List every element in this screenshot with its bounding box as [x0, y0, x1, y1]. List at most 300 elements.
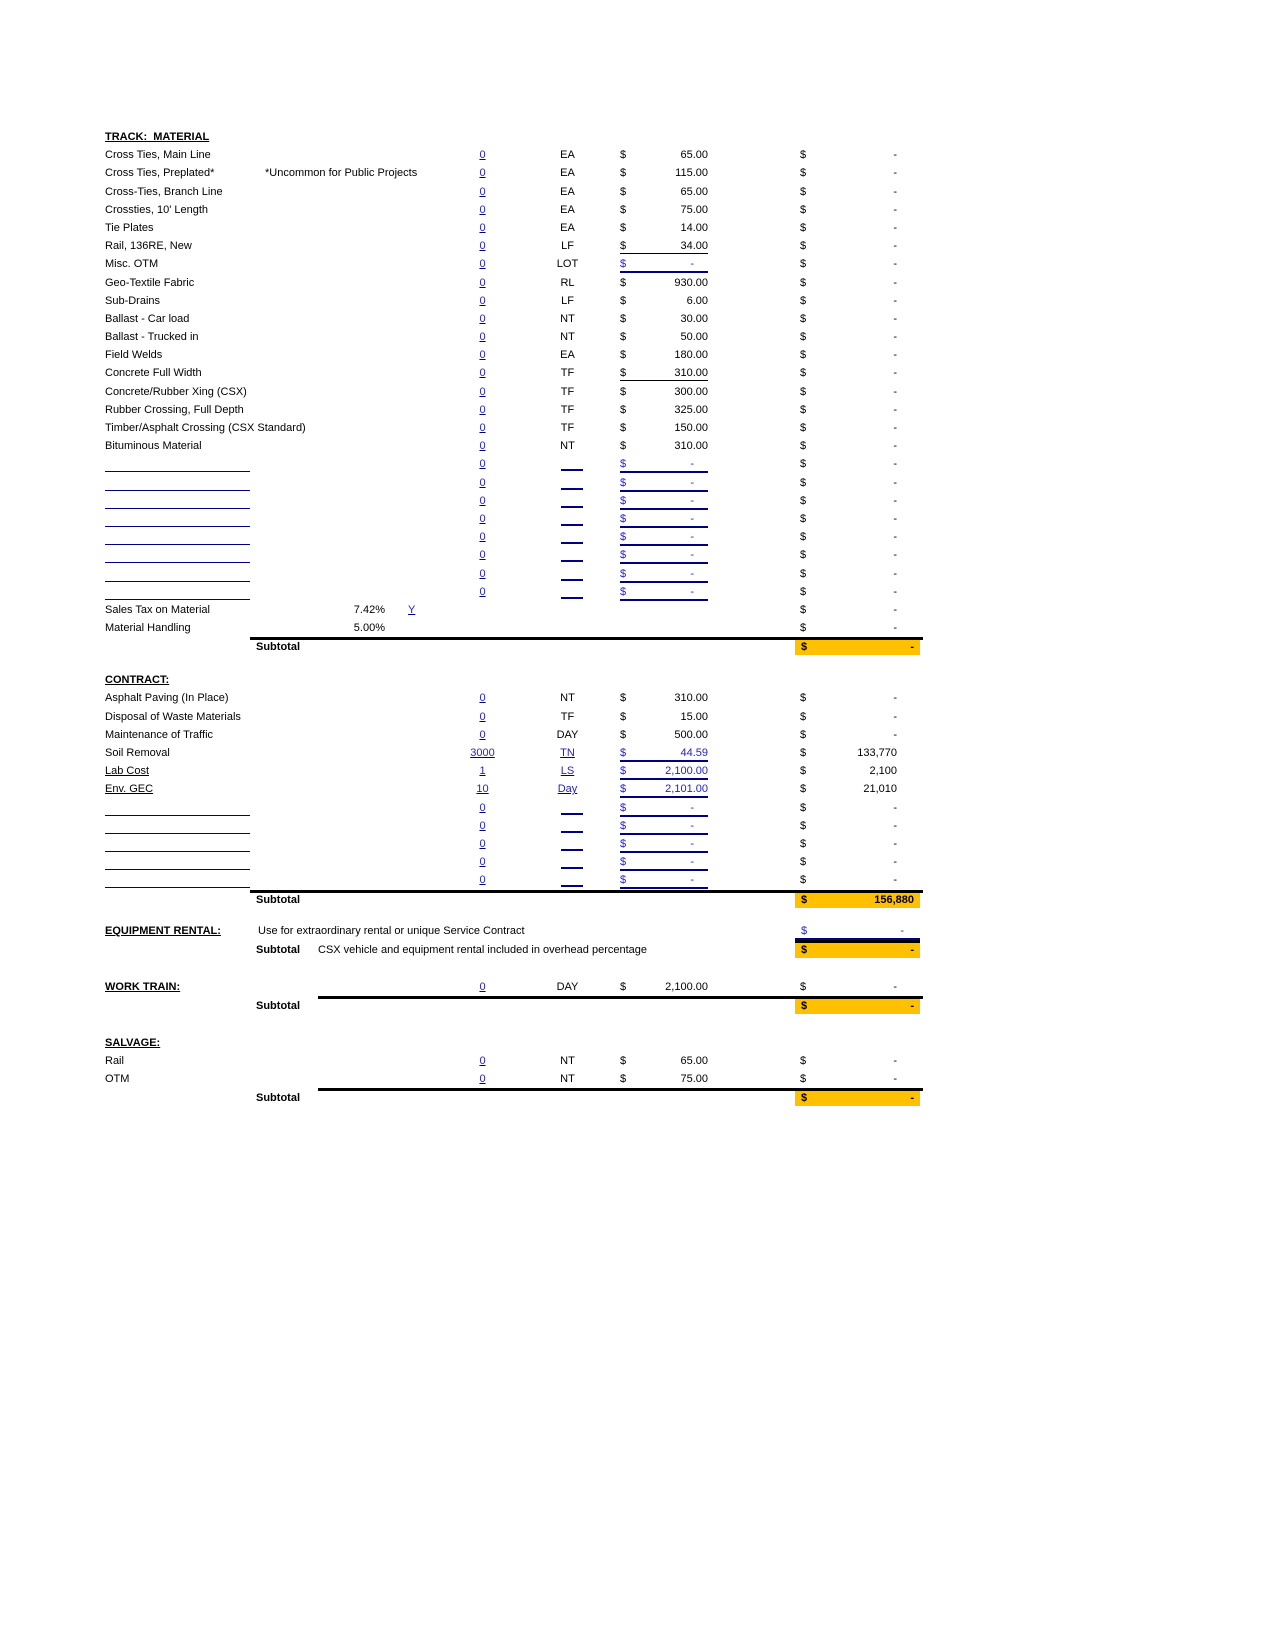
quantity-cell[interactable] — [445, 708, 520, 726]
estimate-content — [105, 128, 930, 1123]
total-value: - — [893, 385, 897, 398]
dollar-sign-icon: $ — [800, 567, 807, 580]
quantity-value[interactable]: 0 — [479, 819, 486, 832]
dollar-sign-icon: $ — [620, 765, 627, 778]
unit-price-value: 75.00 — [680, 1073, 708, 1086]
unit-cell: TF — [560, 710, 575, 723]
dollar-sign-icon: $ — [801, 943, 808, 956]
unit-price-cell[interactable] — [620, 255, 708, 273]
unit-price-value: 115.00 — [675, 167, 708, 180]
quantity-value[interactable]: 0 — [479, 221, 486, 234]
unit-cell: LOT — [556, 258, 579, 271]
total-cell — [800, 546, 897, 562]
quantity-value[interactable]: 0 — [479, 185, 486, 198]
dollar-sign-icon: $ — [620, 1073, 627, 1086]
total-value: - — [893, 837, 897, 850]
quantity-cell[interactable] — [445, 474, 520, 492]
quantity-value[interactable]: 0 — [479, 385, 486, 398]
blank-unit-cell[interactable] — [561, 565, 583, 581]
quantity-value[interactable]: 0 — [479, 203, 486, 216]
total-cell — [800, 744, 897, 760]
subtotal-label: Subtotal — [256, 641, 300, 654]
quantity-cell[interactable] — [445, 364, 520, 382]
total-cell — [800, 1070, 897, 1086]
item-label: Rubber Crossing, Full Depth — [105, 403, 244, 416]
dollar-sign-icon: $ — [800, 294, 807, 307]
quantity-cell[interactable] — [445, 689, 520, 707]
unit-price-cell — [620, 708, 708, 724]
item-label: Cross Ties, Preplated* — [105, 167, 215, 180]
item-row — [105, 762, 930, 780]
dollar-sign-icon: $ — [800, 1073, 807, 1086]
quantity-value[interactable]: 0 — [479, 1055, 486, 1068]
total-cell — [800, 310, 897, 326]
dollar-sign-icon: $ — [800, 221, 807, 234]
quantity-value[interactable]: 0 — [479, 367, 486, 380]
section-spacer — [105, 1014, 930, 1034]
quantity-value[interactable]: 0 — [479, 331, 486, 344]
blank-description-cell[interactable] — [105, 817, 250, 834]
dollar-sign-icon: $ — [800, 494, 807, 507]
item-label: Env. GEC — [105, 783, 154, 796]
dollar-sign-icon: $ — [620, 167, 627, 180]
subtotal-note: CSX vehicle and equipment rental included in overhead percentage — [318, 943, 647, 956]
dollar-sign-icon: $ — [620, 149, 627, 162]
item-row — [105, 364, 930, 382]
quantity-cell[interactable] — [445, 274, 520, 292]
blank-unit-cell[interactable] — [561, 528, 583, 544]
dollar-sign-icon: $ — [800, 1055, 807, 1068]
blank-unit-cell[interactable] — [561, 853, 583, 869]
dollar-sign-icon: $ — [800, 549, 807, 562]
total-cell — [800, 780, 897, 796]
quantity-value[interactable]: 0 — [479, 549, 486, 562]
unit-cell[interactable]: LS — [560, 765, 575, 778]
quantity-cell[interactable] — [445, 437, 520, 455]
quantity-value[interactable]: 0 — [479, 294, 486, 307]
total-cell — [800, 799, 897, 815]
item-label: Asphalt Paving (In Place) — [105, 692, 229, 705]
blank-unit-cell[interactable] — [561, 455, 583, 471]
quantity-value[interactable]: 0 — [479, 276, 486, 289]
unit-price-value: - — [690, 801, 694, 814]
blank-unit-cell[interactable] — [561, 871, 583, 887]
unit-price-value: - — [690, 458, 694, 471]
dollar-sign-icon: $ — [620, 747, 627, 759]
quantity-cell[interactable] — [445, 383, 520, 401]
quantity-value[interactable]: 0 — [479, 258, 486, 271]
quantity-value[interactable]: 0 — [479, 801, 486, 814]
item-label: Maintenance of Traffic — [105, 728, 214, 741]
dollar-sign-icon: $ — [620, 549, 627, 562]
quantity-cell[interactable] — [445, 978, 520, 996]
quantity-value[interactable]: 0 — [479, 980, 486, 993]
total-value: - — [893, 185, 897, 198]
quantity-value[interactable]: 0 — [479, 710, 486, 723]
item-row — [105, 1052, 930, 1070]
unit-price-value: 65.00 — [680, 1055, 708, 1068]
quantity-cell[interactable] — [445, 201, 520, 219]
quantity-cell[interactable] — [445, 455, 520, 473]
unit-price-cell[interactable] — [620, 817, 708, 835]
blank-description-cell[interactable] — [105, 565, 250, 582]
unit-cell: TF — [560, 403, 575, 416]
total-cell — [800, 565, 897, 581]
item-row — [105, 565, 930, 583]
quantity-value[interactable]: 0 — [479, 476, 486, 489]
total-value: - — [893, 874, 897, 887]
quantity-cell[interactable] — [445, 146, 520, 164]
dollar-sign-icon: $ — [800, 765, 807, 778]
item-row — [105, 183, 930, 201]
unit-price-cell[interactable] — [620, 474, 708, 492]
blank-unit-cell[interactable] — [561, 799, 583, 815]
quantity-cell[interactable] — [445, 292, 520, 310]
quantity-cell[interactable] — [445, 510, 520, 528]
unit-price-cell[interactable] — [620, 565, 708, 583]
quantity-cell[interactable] — [445, 780, 520, 798]
dollar-sign-icon: $ — [800, 512, 807, 525]
quantity-value[interactable]: 0 — [479, 856, 486, 869]
quantity-cell[interactable] — [445, 492, 520, 510]
quantity-value[interactable]: 0 — [479, 874, 486, 887]
unit-price-value: - — [690, 567, 694, 580]
dollar-sign-icon: $ — [620, 440, 627, 453]
unit-price-cell[interactable] — [620, 762, 708, 780]
total-value: - — [893, 728, 897, 741]
total-value: - — [893, 258, 897, 271]
unit-price-value: 325.00 — [674, 403, 708, 416]
item-label: Rail, 136RE, New — [105, 240, 192, 253]
unit-price-value: - — [690, 512, 694, 525]
dollar-sign-icon: $ — [620, 476, 627, 489]
unit-price-value: 310.00 — [674, 367, 708, 380]
quantity-cell[interactable] — [445, 799, 520, 817]
quantity-cell[interactable] — [445, 546, 520, 564]
subtotal-label: Subtotal — [256, 893, 300, 906]
unit-price-value: - — [690, 856, 694, 869]
dollar-sign-icon: $ — [800, 622, 807, 635]
dollar-sign-icon: $ — [620, 349, 627, 362]
item-row — [105, 492, 930, 510]
equipment-rental-total-value: - — [900, 924, 904, 937]
quantity-cell[interactable] — [445, 835, 520, 853]
item-label: Rail — [105, 1055, 124, 1068]
dollar-sign-icon: $ — [800, 367, 807, 380]
total-value: - — [893, 585, 897, 598]
unit-cell: RL — [560, 276, 575, 289]
quantity-cell[interactable] — [445, 762, 520, 780]
total-value: - — [893, 549, 897, 562]
quantity-value[interactable]: 0 — [479, 512, 486, 525]
blank-description-cell[interactable] — [105, 546, 250, 563]
unit-price-cell[interactable] — [620, 492, 708, 510]
blank-unit-cell[interactable] — [561, 510, 583, 526]
subtotal-label: Subtotal — [256, 999, 300, 1012]
quantity-value[interactable]: 0 — [479, 422, 486, 434]
total-cell — [800, 237, 897, 253]
subtotal-label: Subtotal — [256, 1092, 300, 1105]
tax-apply-flag[interactable]: Y — [408, 603, 416, 616]
unit-price-cell[interactable] — [620, 853, 708, 871]
dollar-sign-icon: $ — [800, 476, 807, 489]
quantity-value[interactable]: 0 — [479, 403, 486, 416]
item-label: Cross-Ties, Branch Line — [105, 185, 223, 198]
item-label: Ballast - Trucked in — [105, 331, 199, 344]
unit-price-value: 2,101.00 — [665, 783, 708, 796]
blank-unit-cell[interactable] — [561, 835, 583, 851]
quantity-value[interactable]: 0 — [479, 837, 486, 850]
quantity-cell[interactable] — [445, 237, 520, 255]
blank-description-cell[interactable] — [105, 871, 250, 888]
total-value: - — [893, 622, 897, 635]
quantity-value[interactable]: 0 — [479, 349, 486, 362]
section-spacer — [105, 655, 930, 671]
quantity-value[interactable]: 0 — [479, 531, 486, 544]
unit-cell: NT — [560, 1073, 575, 1086]
total-cell — [800, 255, 897, 271]
dollar-sign-icon: $ — [800, 585, 807, 598]
dollar-sign-icon: $ — [620, 422, 627, 434]
unit-price-value: 150.00 — [674, 422, 708, 434]
subtotal-amount-cell — [795, 943, 920, 958]
quantity-cell[interactable] — [445, 528, 520, 546]
total-value: - — [893, 367, 897, 380]
section-header-row — [105, 1034, 930, 1052]
unit-price-cell[interactable] — [620, 510, 708, 528]
dollar-sign-icon: $ — [620, 385, 627, 398]
quantity-cell[interactable] — [445, 583, 520, 601]
equipment-rental-note: Use for extraordinary rental or unique Service Contract — [258, 924, 525, 937]
blank-description-cell[interactable] — [105, 474, 250, 491]
blank-description-cell[interactable] — [105, 853, 250, 870]
unit-cell: TF — [560, 385, 575, 398]
item-row — [105, 799, 930, 817]
dollar-sign-icon: $ — [800, 783, 807, 796]
quantity-value[interactable]: 0 — [479, 440, 486, 453]
item-row — [105, 255, 930, 273]
blank-description-cell[interactable] — [105, 455, 250, 472]
dollar-sign-icon: $ — [800, 856, 807, 869]
item-row — [105, 546, 930, 564]
quantity-value[interactable]: 1 — [479, 765, 486, 778]
quantity-cell[interactable] — [445, 565, 520, 583]
item-label: Timber/Asphalt Crossing (CSX Standard) — [105, 422, 306, 434]
quantity-value[interactable]: 0 — [479, 458, 486, 471]
quantity-cell[interactable] — [445, 401, 520, 419]
quantity-value[interactable]: 0 — [479, 312, 486, 325]
quantity-value[interactable]: 0 — [479, 567, 486, 580]
quantity-value[interactable]: 0 — [479, 240, 486, 253]
item-row — [105, 419, 930, 437]
quantity-value[interactable]: 0 — [479, 167, 486, 180]
quantity-cell[interactable] — [445, 817, 520, 835]
unit-cell[interactable]: Day — [557, 783, 578, 796]
equipment-rental-total-cell[interactable] — [795, 922, 920, 940]
unit-price-cell[interactable] — [620, 835, 708, 853]
blank-unit-cell[interactable] — [561, 492, 583, 508]
subtotal-amount: - — [910, 943, 914, 956]
dollar-sign-icon: $ — [800, 276, 807, 289]
subtotal-row — [105, 1091, 930, 1106]
dollar-sign-icon: $ — [801, 641, 808, 654]
total-value: - — [893, 819, 897, 832]
dollar-sign-icon: $ — [620, 403, 627, 416]
item-row — [105, 780, 930, 798]
total-value: - — [893, 422, 897, 434]
tax-label: Material Handling — [105, 622, 191, 635]
unit-price-cell — [620, 183, 708, 199]
dollar-sign-icon: $ — [620, 221, 627, 234]
subtotal-amount: 156,880 — [874, 893, 914, 906]
item-row — [105, 146, 930, 164]
item-row — [105, 237, 930, 255]
total-cell — [800, 528, 897, 544]
total-value: - — [893, 331, 897, 344]
quantity-cell[interactable] — [445, 726, 520, 744]
dollar-sign-icon: $ — [800, 185, 807, 198]
tax-row — [105, 619, 930, 637]
quantity-cell[interactable] — [445, 346, 520, 364]
item-row — [105, 978, 930, 996]
total-cell — [800, 601, 897, 617]
item-row — [105, 437, 930, 455]
quantity-value[interactable]: 0 — [479, 494, 486, 507]
unit-price-value: 310.00 — [674, 440, 708, 453]
item-row — [105, 219, 930, 237]
blank-description-cell[interactable] — [105, 583, 250, 600]
unit-price-cell[interactable] — [620, 528, 708, 546]
blank-unit-cell[interactable] — [561, 546, 583, 562]
quantity-value[interactable]: 3000 — [470, 747, 495, 759]
unit-price-cell — [620, 726, 708, 742]
quantity-cell[interactable] — [445, 744, 520, 762]
item-row — [105, 871, 930, 889]
quantity-cell[interactable] — [445, 419, 520, 437]
blank-unit-cell[interactable] — [561, 583, 583, 599]
unit-price-cell — [620, 419, 708, 435]
blank-unit-cell[interactable] — [561, 474, 583, 490]
quantity-cell[interactable] — [445, 183, 520, 201]
blank-description-cell[interactable] — [105, 799, 250, 816]
blank-description-cell[interactable] — [105, 510, 250, 527]
dollar-sign-icon: $ — [800, 710, 807, 723]
item-row — [105, 401, 930, 419]
unit-cell: EA — [560, 221, 575, 234]
unit-price-value: 30.00 — [680, 312, 708, 325]
unit-cell: DAY — [556, 728, 579, 741]
unit-price-cell[interactable] — [620, 780, 708, 798]
section-header: CONTRACT: — [105, 674, 170, 687]
total-value: - — [893, 692, 897, 705]
quantity-value[interactable]: 0 — [479, 585, 486, 598]
total-cell — [800, 583, 897, 599]
dollar-sign-icon: $ — [800, 692, 807, 705]
quantity-cell[interactable] — [445, 1070, 520, 1088]
quantity-cell[interactable] — [445, 164, 520, 182]
dollar-sign-icon: $ — [800, 203, 807, 216]
quantity-value[interactable]: 0 — [479, 728, 486, 741]
unit-price-cell[interactable] — [620, 455, 708, 473]
total-cell — [800, 274, 897, 290]
unit-price-cell[interactable] — [620, 871, 708, 889]
total-cell — [800, 835, 897, 851]
quantity-cell[interactable] — [445, 255, 520, 273]
item-label: Lab Cost — [105, 765, 150, 778]
unit-cell: NT — [560, 331, 575, 344]
total-value: - — [893, 403, 897, 416]
unit-price-cell[interactable] — [620, 744, 708, 762]
total-value: - — [893, 531, 897, 544]
dollar-sign-icon: $ — [800, 167, 807, 180]
total-cell — [800, 201, 897, 217]
item-row — [105, 164, 930, 182]
section-track-material — [105, 128, 930, 671]
blank-unit-cell[interactable] — [561, 817, 583, 833]
dollar-sign-icon: $ — [620, 837, 627, 850]
item-row — [105, 583, 930, 601]
total-value: - — [893, 980, 897, 993]
total-cell — [800, 871, 897, 887]
quantity-cell[interactable] — [445, 328, 520, 346]
dollar-sign-icon: $ — [620, 801, 627, 814]
unit-cell[interactable]: TN — [560, 747, 575, 759]
unit-price-value: 6.00 — [686, 294, 708, 307]
unit-price-cell[interactable] — [620, 583, 708, 601]
item-row — [105, 383, 930, 401]
dollar-sign-icon: $ — [620, 203, 627, 216]
quantity-value[interactable]: 0 — [479, 1073, 486, 1086]
unit-price-value: 65.00 — [680, 149, 708, 162]
dollar-sign-icon: $ — [620, 710, 627, 723]
unit-cell: EA — [560, 185, 575, 198]
item-row — [105, 292, 930, 310]
quantity-value[interactable]: 10 — [476, 783, 489, 796]
dollar-sign-icon: $ — [620, 728, 627, 741]
unit-cell: NT — [560, 440, 575, 453]
unit-cell: EA — [560, 349, 575, 362]
total-value: - — [893, 1055, 897, 1068]
quantity-cell[interactable] — [445, 853, 520, 871]
unit-price-cell[interactable] — [620, 799, 708, 817]
quantity-cell[interactable] — [445, 310, 520, 328]
quantity-cell[interactable] — [445, 871, 520, 889]
total-cell — [800, 619, 897, 635]
subtotal-amount: - — [910, 641, 914, 654]
unit-price-cell — [620, 292, 708, 308]
dollar-sign-icon: $ — [800, 331, 807, 344]
item-label: Bituminous Material — [105, 440, 202, 453]
unit-price-value: 310.00 — [674, 692, 708, 705]
quantity-cell[interactable] — [445, 1052, 520, 1070]
quantity-value[interactable]: 0 — [479, 149, 486, 162]
unit-price-cell[interactable] — [620, 546, 708, 564]
section-header: SALVAGE: — [105, 1036, 161, 1049]
quantity-value[interactable]: 0 — [479, 692, 486, 705]
quantity-cell[interactable] — [445, 219, 520, 237]
item-row — [105, 528, 930, 546]
blank-description-cell[interactable] — [105, 528, 250, 545]
blank-description-cell[interactable] — [105, 835, 250, 852]
dollar-sign-icon: $ — [800, 531, 807, 544]
total-value: - — [893, 167, 897, 180]
dollar-sign-icon: $ — [620, 494, 627, 507]
dollar-sign-icon: $ — [800, 728, 807, 741]
blank-description-cell[interactable] — [105, 492, 250, 509]
unit-price-cell — [620, 364, 708, 381]
item-row — [105, 708, 930, 726]
unit-price-value: 930.00 — [674, 276, 708, 289]
